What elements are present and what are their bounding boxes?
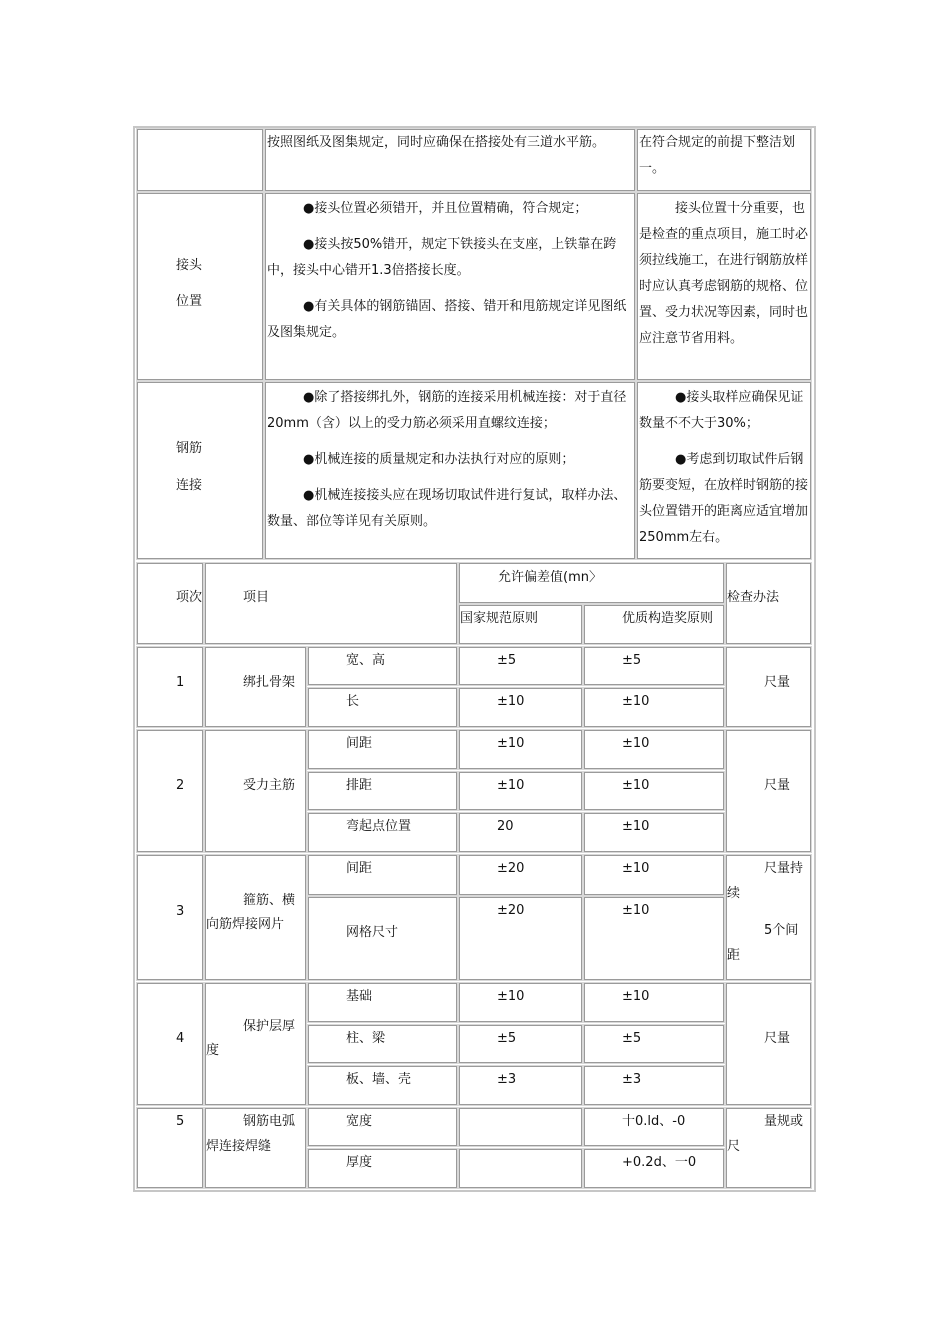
row-national-cell: [459, 983, 582, 1022]
group2-method-cell: [726, 730, 811, 852]
group1-index: 1: [176, 675, 185, 690]
group2-item-cell: [205, 730, 306, 852]
row-premium-cell: [584, 855, 724, 895]
table-row: [308, 647, 457, 685]
row-national-cell: [459, 772, 582, 810]
row-premium-value: +0.2d、一0: [622, 1155, 697, 1170]
row-national-cell: [459, 647, 582, 685]
row1-middle-text: 按照图纸及图集规定，同时应确保在搭接处有三道水平筋。: [267, 135, 606, 150]
row-premium-cell: [584, 813, 724, 852]
group4-index: 4: [176, 1031, 185, 1046]
row-national-cell: [459, 1025, 582, 1063]
group1-item-cell: [205, 647, 306, 727]
group5-method-line1: 量规或: [764, 1114, 804, 1129]
header-method-cell: [726, 563, 811, 644]
row3-label-line2: 连接: [176, 478, 203, 493]
group3-index-cell: [137, 855, 203, 980]
table-row: [308, 688, 457, 727]
row2-label-line1: 接头: [176, 258, 203, 273]
group5-index: 5: [176, 1114, 185, 1129]
group3-method-line4: 距: [727, 948, 741, 963]
row-national-value: ±10: [497, 778, 525, 793]
header-premium: 优质构造奖原则: [622, 611, 714, 626]
row-premium-cell: [584, 897, 724, 980]
row-sub-label: 柱、梁: [346, 1031, 386, 1046]
row-national-cell: [459, 688, 582, 727]
group3-method-line2: 续: [727, 886, 741, 901]
row3-middle-para3: ●机械连接接头应在现场切取试件进行复试，取样办法、数量、部位等详见有关原则。: [267, 488, 627, 529]
row-national-value: ±20: [497, 903, 525, 918]
row-premium-cell: [584, 1149, 724, 1188]
row-premium-cell: [584, 983, 724, 1022]
row-premium-value: ±5: [622, 653, 642, 668]
row-premium-value: 十0.ld、-0: [622, 1114, 686, 1129]
row-premium-cell: [584, 772, 724, 810]
row1-middle-cell: [265, 129, 635, 191]
row3-label-line1: 钢筋: [176, 441, 203, 456]
row-sub-label: 网格尺寸: [346, 925, 399, 940]
group4-method-cell: [726, 983, 811, 1105]
group4-item-line2: 度: [206, 1043, 220, 1058]
table-row: [308, 1149, 457, 1188]
row1-right-cell: [637, 129, 811, 191]
row-national-value: ±5: [497, 1031, 517, 1046]
row2-label-cell: [137, 193, 263, 380]
group3-method-line3: 5个间: [764, 923, 799, 938]
row2-right-text: 接头位置十分重要，也是检查的重点项目，施工时必须拉线施工，在进行钢筋放样时应认真考虑钢筋的规格、位置、受力状况等因素，同时也应注意节省用料。: [639, 201, 809, 346]
group3-method-cell: [726, 855, 811, 980]
header-index: 项次: [176, 590, 203, 605]
group3-item-cell: [205, 855, 306, 980]
row-national-cell: [459, 730, 582, 769]
row-national-value: ±10: [497, 694, 525, 709]
header-method: 检查办法: [727, 590, 780, 605]
row-national-cell: [459, 855, 582, 895]
group1-index-cell: [137, 647, 203, 727]
group2-item: 受力主筋: [243, 778, 296, 793]
table-row: [308, 1066, 457, 1105]
row-premium-value: ±10: [622, 694, 650, 709]
row-national-value: ±10: [497, 736, 525, 751]
row-sub-label: 弯起点位置: [346, 819, 412, 834]
header-national-cell: [459, 605, 582, 644]
header-national: 国家规范原则: [460, 611, 539, 626]
row-national-value: 20: [497, 819, 514, 834]
group1-item: 绑扎骨架: [243, 675, 296, 690]
row-national-cell: [459, 897, 582, 980]
row-premium-cell: [584, 688, 724, 727]
row-premium-cell: [584, 1066, 724, 1105]
group5-item-line1: 钢筋电弧: [243, 1114, 296, 1129]
group4-item-line1: 保护层厚: [243, 1019, 296, 1034]
group4-method: 尺量: [764, 1031, 791, 1046]
table-row: [308, 730, 457, 769]
row-national-value: ±5: [497, 653, 517, 668]
row-sub-label: 宽、高: [346, 653, 386, 668]
table-row: [308, 983, 457, 1022]
group5-method-line2: 尺: [727, 1139, 741, 1154]
group2-index-cell: [137, 730, 203, 852]
row-premium-value: ±10: [622, 903, 650, 918]
header-allowed: 允许偏差值(mn〉: [498, 570, 602, 585]
row-premium-value: ±10: [622, 778, 650, 793]
row3-middle-para1: ●除了搭接绑扎外，钢筋的连接采用机械连接：对于直径20mm（含）以上的受力筋必须采用直螺纹连接；: [267, 390, 627, 431]
table-row: [308, 813, 457, 852]
row-national-cell: [459, 813, 582, 852]
group5-index-cell: [137, 1108, 203, 1188]
row-premium-value: ±10: [622, 736, 650, 751]
group5-item-line2: 焊连接焊缝: [206, 1139, 272, 1154]
row-national-cell: [459, 1066, 582, 1105]
row-premium-value: ±5: [622, 1031, 642, 1046]
header-item-cell: [205, 563, 457, 644]
row2-middle-para3: ●有关具体的钢筋锚固、搭接、错开和甩筋规定详见图纸及图集规定。: [267, 299, 627, 340]
header-index-cell: [137, 563, 203, 644]
row-sub-label: 长: [346, 694, 360, 709]
group3-method-line1: 尺量持: [764, 861, 804, 876]
table-row: [308, 1025, 457, 1063]
group4-index-cell: [137, 983, 203, 1105]
header-item: 项目: [243, 590, 270, 605]
row-national-value: ±20: [497, 861, 525, 876]
group2-index: 2: [176, 778, 185, 793]
row-sub-label: 基础: [346, 989, 373, 1004]
group3-index: 3: [176, 904, 185, 919]
row-sub-label: 间距: [346, 736, 373, 751]
group3-item-line2: 向筋焊接网片: [206, 917, 285, 932]
row-premium-cell: [584, 647, 724, 685]
group2-method: 尺量: [764, 778, 791, 793]
row-premium-cell: [584, 1108, 724, 1146]
table-row: [308, 772, 457, 810]
group4-item-cell: [205, 983, 306, 1105]
table-row: [308, 1108, 457, 1146]
row-sub-label: 厚度: [346, 1155, 373, 1170]
header-premium-cell: [584, 605, 724, 644]
row2-label-line2: 位置: [176, 294, 203, 309]
group5-item-cell: [205, 1108, 306, 1188]
group3-item-line1: 箍筋、横: [243, 893, 296, 908]
row-sub-label: 板、墙、壳: [346, 1072, 412, 1087]
group1-method: 尺量: [764, 675, 791, 690]
row-premium-cell: [584, 730, 724, 769]
row-premium-value: ±10: [622, 861, 650, 876]
row3-label-cell: [137, 382, 263, 559]
row2-middle-para1: ●接头位置必须错开，并且位置精确，符合规定；: [303, 201, 588, 216]
row-premium-value: ±10: [622, 989, 650, 1004]
row1-label-cell: [137, 129, 263, 191]
row-national-value: ±10: [497, 989, 525, 1004]
row-premium-value: ±10: [622, 819, 650, 834]
row2-middle-cell: [265, 193, 635, 380]
row-sub-label: 间距: [346, 861, 373, 876]
row-premium-cell: [584, 1025, 724, 1063]
row3-middle-cell: [265, 382, 635, 559]
row2-right-cell: [637, 193, 811, 380]
table-row: [308, 855, 457, 895]
row3-right-cell: [637, 382, 811, 559]
row1-right-text: 在符合规定的前提下整洁划一。: [639, 135, 796, 176]
row3-middle-para2: ●机械连接的质量规定和办法执行对应的原则；: [303, 452, 575, 467]
row3-right-para1: ●接头取样应确保见证数量不不大于30%；: [639, 390, 804, 431]
row2-middle-para2: ●接头按50%错开，规定下铁接头在支座，上铁靠在跨中，接头中心错开1.3倍搭接长度。: [267, 237, 617, 278]
row-national-value: ±3: [497, 1072, 517, 1087]
row-premium-value: ±3: [622, 1072, 642, 1087]
row-national-cell: [459, 1108, 582, 1146]
group1-method-cell: [726, 647, 811, 727]
table-row: [308, 897, 457, 980]
group5-method-cell: [726, 1108, 811, 1188]
row3-right-para2: ●考虑到切取试件后钢筋要变短，在放样时钢筋的接头位置错开的距离应适宜增加250mm左右。: [639, 452, 809, 545]
row-sub-label: 宽度: [346, 1114, 373, 1129]
header-allowed-cell: [459, 563, 724, 603]
row-national-cell: [459, 1149, 582, 1188]
row-sub-label: 排距: [346, 778, 373, 793]
